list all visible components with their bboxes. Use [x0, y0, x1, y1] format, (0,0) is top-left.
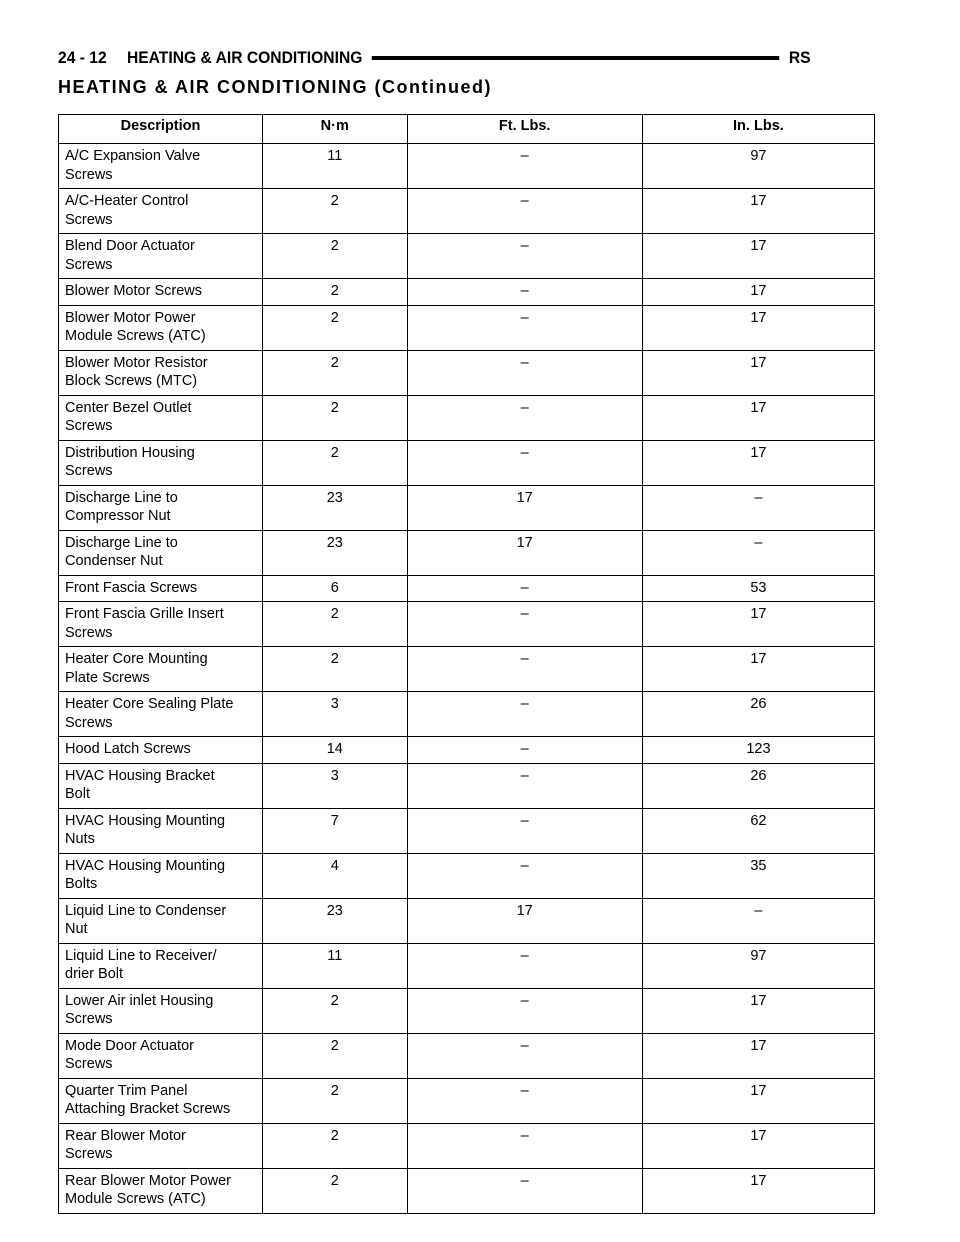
table-row — [59, 692, 875, 737]
description-line: Screws — [65, 211, 113, 228]
table-row — [59, 602, 875, 647]
cell-in-lbs: 97 — [642, 144, 874, 189]
cell-description — [59, 692, 263, 737]
cell-in-lbs: 17 — [642, 305, 874, 350]
description-line: Condenser Nut — [65, 553, 163, 569]
cell-ft-lbs: – — [407, 853, 642, 898]
cell-in-lbs: 17 — [642, 279, 874, 306]
column-header-description: Description — [59, 115, 263, 144]
cell-description — [59, 305, 263, 350]
cell-description — [59, 189, 263, 234]
description-line: Screws — [65, 624, 113, 641]
description-line: Screws — [65, 256, 113, 273]
chapter-title: HEATING & AIR CONDITIONING — [126, 48, 363, 67]
table-row — [59, 763, 875, 808]
cell-in-lbs: 123 — [642, 737, 874, 764]
cell-description — [59, 988, 263, 1033]
cell-description — [59, 647, 263, 692]
cell-description — [59, 279, 263, 306]
description-line: Attaching Bracket Screws — [65, 1101, 231, 1117]
cell-ft-lbs: – — [407, 692, 642, 737]
column-header-nm: N·m — [263, 115, 408, 144]
cell-ft-lbs: – — [407, 395, 642, 440]
cell-description — [59, 1033, 263, 1078]
table-row — [59, 395, 875, 440]
column-header-in-lbs: In. Lbs. — [642, 115, 874, 144]
cell-description — [59, 853, 263, 898]
cell-description — [59, 1123, 263, 1168]
cell-in-lbs: 17 — [642, 234, 874, 279]
cell-description — [59, 808, 263, 853]
cell-in-lbs: 17 — [642, 395, 874, 440]
description-line: Screws — [65, 714, 113, 731]
cell-nm: 6 — [263, 575, 408, 602]
cell-description — [59, 737, 263, 764]
cell-ft-lbs: – — [407, 189, 642, 234]
cell-description — [59, 350, 263, 395]
cell-in-lbs: 17 — [642, 189, 874, 234]
cell-nm: 23 — [263, 485, 408, 530]
cell-nm: 2 — [263, 1123, 408, 1168]
cell-in-lbs: 26 — [642, 692, 874, 737]
cell-nm: 14 — [263, 737, 408, 764]
cell-in-lbs: 35 — [642, 853, 874, 898]
table-row — [59, 530, 875, 575]
table-row — [59, 1078, 875, 1123]
column-header-ft-lbs: Ft. Lbs. — [407, 115, 642, 144]
description-line: Blower Motor Resistor — [65, 354, 208, 371]
cell-ft-lbs: – — [407, 988, 642, 1033]
cell-nm: 2 — [263, 189, 408, 234]
cell-ft-lbs: – — [407, 305, 642, 350]
table-row — [59, 350, 875, 395]
cell-ft-lbs: – — [407, 1033, 642, 1078]
description-line: HVAC Housing Mounting — [65, 812, 226, 829]
cell-in-lbs: 17 — [642, 602, 874, 647]
table-row — [59, 737, 875, 764]
cell-nm: 2 — [263, 305, 408, 350]
description-line: Front Fascia Screws — [65, 579, 198, 596]
cell-nm: 7 — [263, 808, 408, 853]
table-row — [59, 189, 875, 234]
cell-ft-lbs: – — [407, 350, 642, 395]
description-line: Screws — [65, 166, 113, 183]
cell-in-lbs: – — [642, 530, 874, 575]
description-line: Bolt — [65, 786, 90, 802]
cell-nm: 2 — [263, 988, 408, 1033]
cell-ft-lbs: – — [407, 737, 642, 764]
cell-ft-lbs: – — [407, 647, 642, 692]
description-line: Rear Blower Motor Power — [65, 1172, 231, 1189]
cell-ft-lbs: – — [407, 279, 642, 306]
cell-in-lbs: 17 — [642, 1123, 874, 1168]
description-line: Mode Door Actuator — [65, 1037, 194, 1054]
cell-description — [59, 602, 263, 647]
description-line: Screws — [65, 418, 113, 434]
table-row — [59, 575, 875, 602]
cell-description — [59, 943, 263, 988]
cell-in-lbs: – — [642, 898, 874, 943]
cell-in-lbs: 17 — [642, 988, 874, 1033]
cell-nm: 23 — [263, 898, 408, 943]
cell-description — [59, 144, 263, 189]
cell-in-lbs: 17 — [642, 440, 874, 485]
cell-description — [59, 1078, 263, 1123]
description-line: Nuts — [65, 831, 95, 847]
description-line: Blend Door Actuator — [65, 238, 195, 254]
table-row — [59, 647, 875, 692]
cell-ft-lbs: – — [407, 234, 642, 279]
description-line: drier Bolt — [65, 966, 124, 982]
cell-description — [59, 763, 263, 808]
cell-nm: 3 — [263, 763, 408, 808]
cell-description — [59, 485, 263, 530]
cell-description — [59, 575, 263, 602]
cell-in-lbs: – — [642, 485, 874, 530]
description-line: A/C Expansion Valve — [65, 148, 201, 164]
cell-ft-lbs: – — [407, 575, 642, 602]
page-number: 24 - 12 — [58, 48, 107, 67]
cell-nm: 11 — [263, 943, 408, 988]
description-line: Screws — [65, 1011, 113, 1027]
description-line: Liquid Line to Condenser — [65, 902, 227, 919]
description-line: Screws — [65, 463, 113, 479]
description-line: Front Fascia Grille Insert — [65, 606, 224, 622]
table-row — [59, 279, 875, 306]
cell-description — [59, 530, 263, 575]
torque-spec-table — [58, 114, 875, 1214]
cell-ft-lbs: – — [407, 144, 642, 189]
description-line: Plate Screws — [65, 669, 150, 686]
cell-nm: 3 — [263, 692, 408, 737]
description-line: Block Screws (MTC) — [65, 373, 198, 389]
description-line: HVAC Housing Bracket — [65, 767, 215, 784]
cell-in-lbs: 17 — [642, 350, 874, 395]
description-line: Module Screws (ATC) — [65, 328, 206, 344]
description-line: Quarter Trim Panel — [65, 1082, 188, 1099]
description-line: Discharge Line to — [65, 534, 178, 551]
cell-ft-lbs: – — [407, 602, 642, 647]
description-line: Bolts — [65, 876, 98, 892]
cell-nm: 23 — [263, 530, 408, 575]
table-row — [59, 1033, 875, 1078]
cell-ft-lbs: 17 — [407, 530, 642, 575]
table-row — [59, 440, 875, 485]
description-line: Center Bezel Outlet — [65, 399, 192, 416]
running-header — [58, 46, 811, 70]
cell-in-lbs: 17 — [642, 647, 874, 692]
cell-nm: 2 — [263, 1078, 408, 1123]
cell-nm: 2 — [263, 647, 408, 692]
cell-in-lbs: 53 — [642, 575, 874, 602]
table-row — [59, 943, 875, 988]
cell-nm: 2 — [263, 350, 408, 395]
section-title: HEATING & AIR CONDITIONING (Continued) — [58, 77, 492, 97]
cell-nm: 11 — [263, 144, 408, 189]
cell-ft-lbs: – — [407, 1168, 642, 1213]
table-row — [59, 853, 875, 898]
cell-nm: 4 — [263, 853, 408, 898]
cell-in-lbs: 17 — [642, 1033, 874, 1078]
table-row — [59, 234, 875, 279]
description-line: Module Screws (ATC) — [65, 1191, 206, 1207]
description-line: Distribution Housing — [65, 444, 195, 461]
description-line: Lower Air inlet Housing — [65, 992, 214, 1009]
description-line: Nut — [65, 921, 88, 937]
cell-ft-lbs: – — [407, 440, 642, 485]
cell-in-lbs: 17 — [642, 1168, 874, 1213]
cell-ft-lbs: – — [407, 1078, 642, 1123]
cell-nm: 2 — [263, 602, 408, 647]
header-rule — [372, 56, 780, 60]
table-row — [59, 1123, 875, 1168]
description-line: Blower Motor Screws — [65, 283, 202, 299]
description-line: Hood Latch Screws — [65, 741, 191, 757]
cell-ft-lbs: 17 — [407, 898, 642, 943]
table-row — [59, 144, 875, 189]
description-line: Screws — [65, 1056, 113, 1072]
table-row — [59, 988, 875, 1033]
cell-description — [59, 234, 263, 279]
cell-ft-lbs: – — [407, 1123, 642, 1168]
cell-ft-lbs: – — [407, 808, 642, 853]
description-line: Compressor Nut — [65, 508, 171, 524]
cell-description — [59, 898, 263, 943]
cell-in-lbs: 62 — [642, 808, 874, 853]
cell-ft-lbs: – — [407, 943, 642, 988]
table-row — [59, 305, 875, 350]
cell-nm: 2 — [263, 1033, 408, 1078]
description-line: A/C-Heater Control — [65, 193, 189, 209]
cell-ft-lbs: 17 — [407, 485, 642, 530]
table-body — [59, 144, 875, 1214]
cell-nm: 2 — [263, 440, 408, 485]
cell-description — [59, 1168, 263, 1213]
description-line: Heater Core Mounting — [65, 651, 208, 667]
description-line: Screws — [65, 1146, 113, 1162]
cell-in-lbs: 17 — [642, 1078, 874, 1123]
cell-nm: 2 — [263, 1168, 408, 1213]
description-line: Rear Blower Motor — [65, 1127, 186, 1144]
table-row — [59, 808, 875, 853]
cell-nm: 2 — [263, 234, 408, 279]
table-row — [59, 485, 875, 530]
table-row — [59, 1168, 875, 1213]
cell-description — [59, 395, 263, 440]
cell-nm: 2 — [263, 395, 408, 440]
description-line: Liquid Line to Receiver/ — [65, 947, 217, 964]
cell-ft-lbs: – — [407, 763, 642, 808]
model-code: RS — [788, 48, 811, 67]
cell-in-lbs: 26 — [642, 763, 874, 808]
description-line: HVAC Housing Mounting — [65, 857, 226, 874]
table-row — [59, 898, 875, 943]
description-line: Heater Core Sealing Plate — [65, 696, 234, 712]
description-line: Blower Motor Power — [65, 309, 196, 326]
cell-in-lbs: 97 — [642, 943, 874, 988]
cell-nm: 2 — [263, 279, 408, 306]
cell-description — [59, 440, 263, 485]
table-header-row — [59, 115, 875, 144]
description-line: Discharge Line to — [65, 489, 178, 506]
